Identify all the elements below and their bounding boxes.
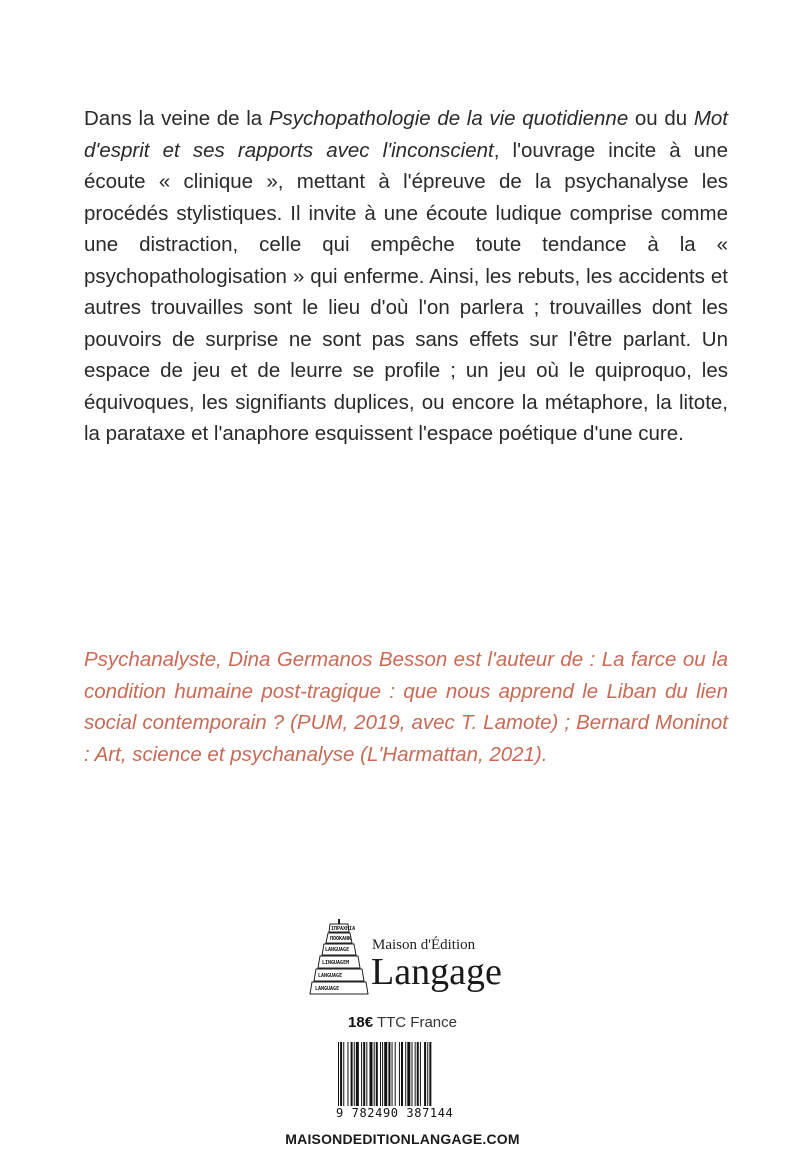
barcode-bar	[361, 1042, 362, 1108]
barcode-bar	[347, 1042, 348, 1108]
svg-text:LINGUAGEM: LINGUAGEM	[322, 960, 350, 966]
barcode-bar	[388, 1042, 390, 1108]
barcode-bar	[354, 1042, 355, 1108]
publisher-name-small: Maison d'Édition	[372, 937, 476, 953]
svg-text:LANGUAGE: LANGUAGE	[318, 973, 343, 979]
barcode-bar	[417, 1042, 419, 1108]
tower-of-babel-icon	[308, 918, 370, 996]
barcode-bar	[395, 1042, 396, 1108]
blurb-text-2: ou du	[628, 107, 694, 130]
barcode-bar	[376, 1042, 378, 1108]
price-amount: 18€	[348, 1014, 374, 1031]
barcode-bar	[407, 1042, 410, 1108]
svg-text:LANGUAGE: LANGUAGE	[325, 947, 350, 953]
blurb-title-mot-d-esprit: Mot d'esprit et ses rapports avec l'inconscient	[84, 107, 728, 162]
barcode-bar	[366, 1042, 367, 1108]
barcode-bar	[401, 1042, 403, 1108]
blurb-text-3: , l'ouvrage incite à une écoute « clinique », mettant à l'épreuve de la psychanalyse les procédés stylistiques. Il invite à une écoute ludique comprise comme une distraction, celle qui empêche toute tendance à la « psychopathologisation » qui enferme. Ainsi, les rebuts, les accidents et autres trouvailles sont le lieu d'où l'on parlera ; trouvailles dont les pouvoirs de surprise ne sont pas sans effets sur l'être parlant. Un espace de jeu et de leurre se profile ; un jeu où le quiproquo, les équivoques, les signifiants duplices, ou encore la métaphore, la litote, la parataxe et l'anaphore esquissent l'espace poétique d'une cure.	[84, 138, 728, 445]
svg-text:ΠΟΟΚΑΝΚ: ΠΟΟΚΑΝΚ	[330, 936, 352, 942]
barcode-bar	[399, 1042, 400, 1108]
publisher-name-big: Langage	[371, 951, 502, 993]
barcode-bar	[374, 1042, 375, 1108]
svg-text:ΙΠΡΑΧΗΙΑ: ΙΠΡΑΧΗΙΑ	[331, 926, 356, 932]
barcode-bar	[420, 1042, 421, 1108]
author-bio: Psychanalyste, Dina Germanos Besson est l'auteur de : La farce ou la condition humaine post-tragique : que nous apprend le Liban du lien social contemporain ? (PUM, 2019, avec T. Lamote) ; Bernard Moninot : Art, science et psychanalyse (L'Harmattan, 2021).	[84, 648, 728, 766]
barcode-digits: 9 782490 387144	[336, 1106, 476, 1120]
price-suffix: TTC France	[373, 1014, 457, 1031]
barcode-bar	[380, 1042, 381, 1108]
barcode-bar	[412, 1042, 413, 1108]
blurb-title-psychopathologie: Psychopathologie de la vie quotidienne	[268, 107, 629, 130]
barcode-bar	[424, 1042, 426, 1108]
barcode-bar	[363, 1042, 365, 1108]
barcode-bar	[356, 1042, 359, 1108]
publisher-website: MAISONDEDITIONLANGAGE.COM	[285, 1131, 520, 1147]
blurb-text-1: Dans la veine de la	[84, 107, 269, 130]
barcode-bar	[392, 1042, 393, 1108]
barcode-bar	[405, 1042, 406, 1108]
barcode-bar	[370, 1042, 373, 1108]
back-cover-blurb	[84, 103, 728, 450]
price-line	[0, 1014, 805, 1031]
barcode-bar	[415, 1042, 416, 1108]
barcode-bar	[343, 1042, 344, 1108]
svg-text:LANGUAGE: LANGUAGE	[315, 986, 340, 992]
publisher-logo	[308, 918, 508, 996]
barcode-bar	[351, 1042, 353, 1108]
